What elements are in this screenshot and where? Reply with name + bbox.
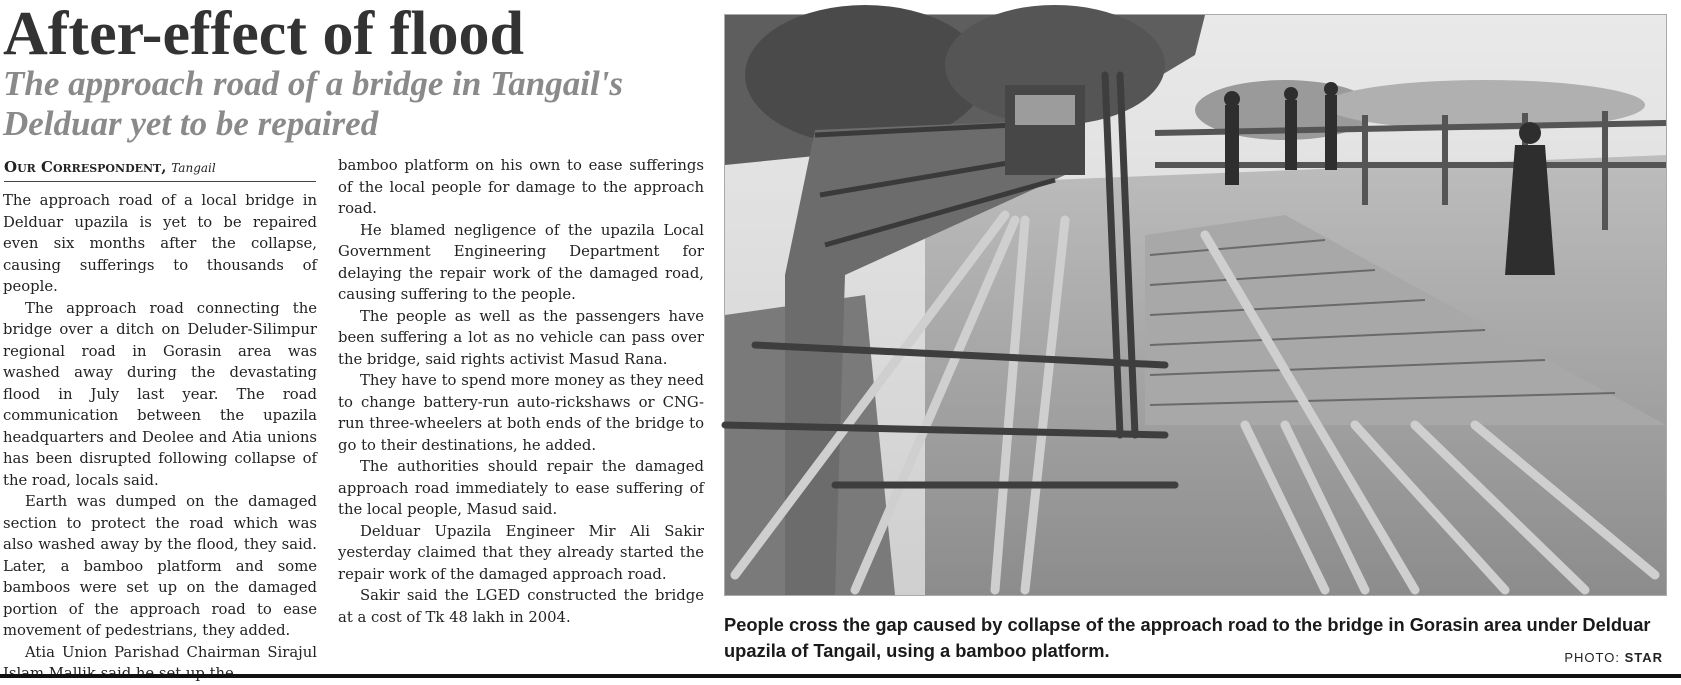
photo-caption: People cross the gap caused by collapse of the approach road to the bridge in Gorasin area under Delduar upazila of Tangail, using a bamboo platform.	[724, 614, 1651, 661]
photo-credit-label: PHOTO:	[1564, 650, 1620, 665]
paragraph: Earth was dumped on the damaged section to protect the road which was also washed away by the flood, they said. Later, a bamboo platform and some bamboos were set up on the damaged portion of the approach road to ease movement of pedestrians, they added.	[3, 493, 317, 639]
bamboo-bridge-photo-illustration	[725, 15, 1666, 595]
paragraph: The authorities should repair the damaged approach road immediately to ease suffering of the local people, Masud said.	[338, 458, 704, 518]
bottom-rule	[0, 674, 1681, 678]
byline	[4, 157, 316, 182]
byline-place: Tangail	[171, 161, 216, 175]
photo-credit	[1564, 650, 1663, 665]
headline: After-effect of flood	[3, 0, 524, 68]
photo-credit-source: STAR	[1624, 650, 1663, 665]
paragraph: The approach road connecting the bridge over a ditch on Deluder-Silimpur regional road in Gorasin area was washed away during the devastating flood in July last year. The road communication between the upazila headquarters and Deolee and Atia unions has been disrupted following collapse of the road, locals said.	[3, 299, 317, 489]
subhead: The approach road of a bridge in Tangail's Delduar yet to be repaired	[3, 64, 624, 143]
paragraph: Delduar Upazila Engineer Mir Ali Sakir yesterday claimed that they already started the repair work of the damaged approach road.	[338, 522, 704, 583]
paragraph: Atia Union Parishad Chairman Sirajul	[25, 643, 317, 661]
article-column-1	[3, 190, 317, 666]
article-column-2	[338, 155, 704, 667]
paragraph: Sakir said the LGED constructed the bridge at a cost of Tk 48 lakh in 2004.	[338, 587, 704, 626]
paragraph: The approach road of a local bridge in Delduar upazila is yet to be repaired even six months after the collapse, causing sufferings to thousands of people.	[3, 192, 317, 295]
paragraph: He blamed negligence of the upazila Local Government Engineering Department for delaying the repair work of the damaged road, causing suffering to the people.	[338, 221, 704, 303]
paragraph: bamboo platform on his own to ease sufferings of the local people for damage to the approach road.	[338, 157, 704, 217]
byline-name: Our Correspondent,	[4, 158, 167, 176]
paragraph: The people as well as the passengers have been suffering a lot as no vehicle can pass over the bridge, said rights activist Masud Rana.	[338, 307, 704, 368]
paragraph: They have to spend more money as they need to change battery-run auto-rickshaws or CNG-run three-wheelers at both ends of the bridge to go to their destinations, he added.	[338, 372, 704, 454]
news-photo	[724, 14, 1667, 596]
